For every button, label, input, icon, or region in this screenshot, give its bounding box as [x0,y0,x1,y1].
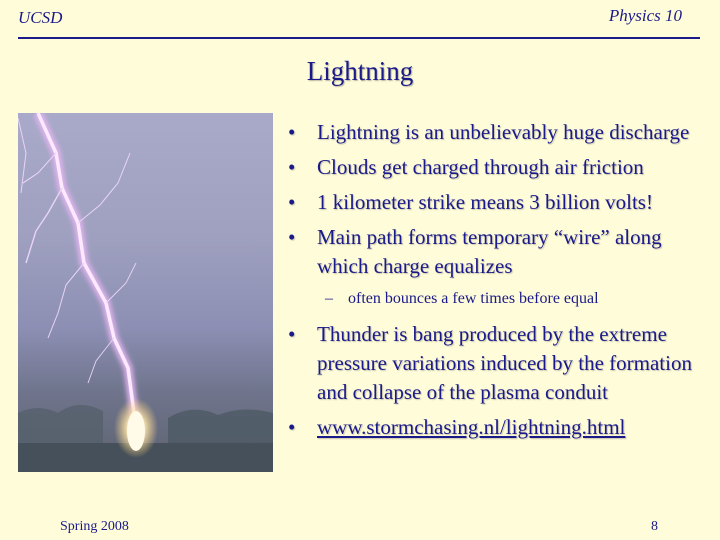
bullet-item [285,320,710,407]
sub-bullet-item [285,288,710,310]
bullet-item [285,413,710,442]
sub-bullet-text: often bounces a few times before equal [348,290,599,307]
stormchasing-link[interactable]: www.stormchasing.nl/lightning.html [317,415,626,439]
bullet-item [285,153,710,182]
lightning-photo [18,113,273,472]
bullet-dot-icon: • [288,322,296,346]
bullet-dot-icon: • [288,415,296,439]
page-number: 8 [651,519,658,534]
footer-date: Spring 2008 [60,519,129,534]
bullet-dot-icon: • [288,120,296,144]
bullet-text: Thunder is bang produced by the extreme pressure variations induced by the formation and collapse of the plasma conduit [317,322,692,404]
dash-icon: – [325,290,333,307]
bullet-text: Main path forms temporary “wire” along which charge equalizes [317,225,662,278]
bullet-item [285,223,710,281]
slide-title-text: Lightning [306,56,414,86]
bullet-text: Clouds get charged through air friction [317,155,644,179]
bullet-dot-icon: • [288,190,296,214]
bullet-item [285,188,710,217]
lightning-photo-art [18,113,273,472]
bullet-list [285,118,710,442]
header-divider [18,37,700,39]
bullet-dot-icon: • [288,225,296,249]
bullet-text: Lightning is an unbelievably huge discharge [317,120,690,144]
bullet-dot-icon: • [288,155,296,179]
bullet-item [285,118,710,147]
bullet-text: 1 kilometer strike means 3 billion volts! [317,190,653,214]
header-right-label: Physics 10 [608,6,682,25]
header-left-label: UCSD [18,8,63,27]
slide-title [0,56,720,87]
